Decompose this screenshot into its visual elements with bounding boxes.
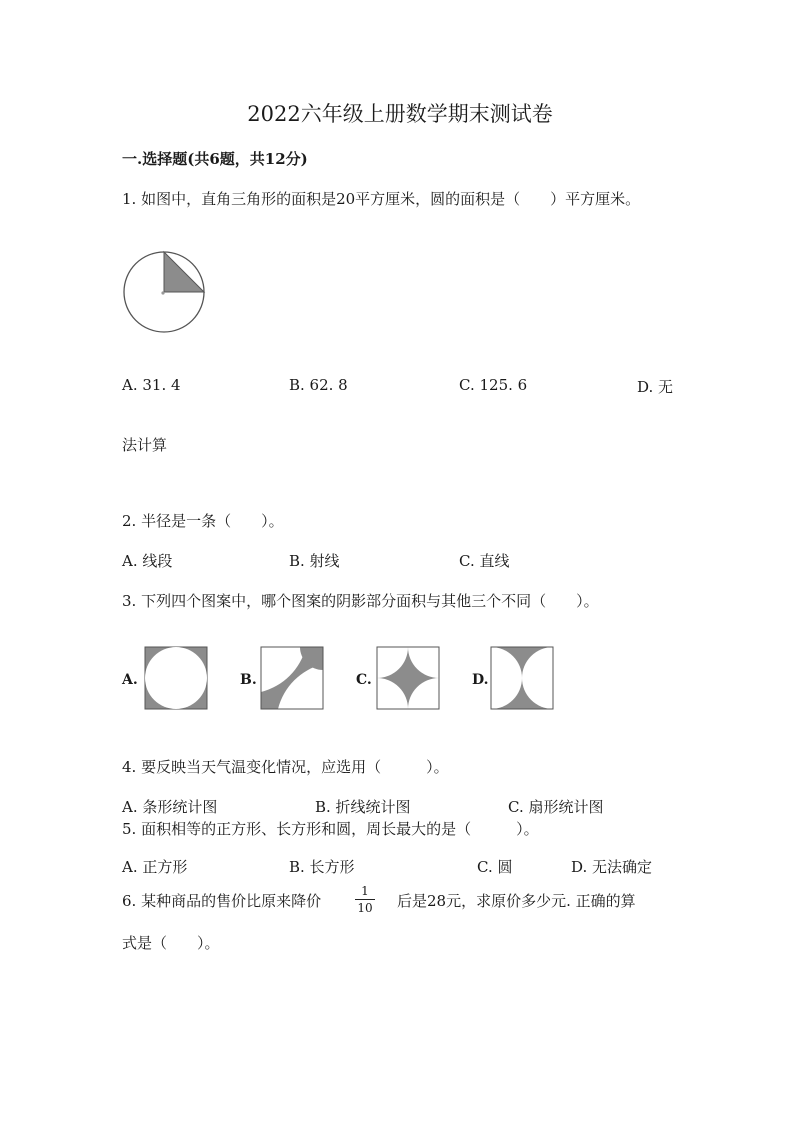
circle-triangle-figure: [118, 244, 214, 340]
q3-figure-c[interactable]: [376, 646, 440, 710]
fraction-denominator: 10: [357, 901, 373, 915]
fraction-bar: [355, 899, 375, 900]
q3-figure-a[interactable]: [144, 646, 208, 710]
q2-option-b[interactable]: B. 射线: [289, 552, 340, 570]
q5-option-b[interactable]: B. 长方形: [289, 858, 355, 876]
q2-option-c[interactable]: C. 直线: [459, 552, 510, 570]
question-6-text-after: 后是28元，求原价多少元. 正确的算: [397, 892, 636, 910]
section-heading: 一.选择题(共6题，共12分): [122, 150, 308, 168]
q3-figure-b[interactable]: [260, 646, 324, 710]
question-6-text-line2: 式是（ ）。: [122, 934, 220, 952]
q3-figure-label-a: A.: [122, 672, 138, 688]
question-2-text: 2. 半径是一条（ ）。: [122, 512, 284, 530]
question-4-text: 4. 要反映当天气温变化情况，应选用（ ）。: [122, 758, 449, 776]
q3-figure-label-c: C.: [356, 672, 372, 688]
q4-option-b[interactable]: B. 折线统计图: [315, 798, 411, 816]
q6-fraction: [355, 884, 375, 915]
q1-option-d[interactable]: D. 无: [637, 378, 674, 396]
q5-option-d[interactable]: D. 无法确定: [571, 858, 653, 876]
q5-option-c[interactable]: C. 圆: [477, 858, 513, 876]
fraction-numerator: 1: [361, 884, 369, 898]
q3-figure-label-d: D.: [472, 672, 489, 688]
page-title: 2022六年级上册数学期末测试卷: [247, 102, 553, 126]
q1-option-a[interactable]: A. 31. 4: [122, 376, 181, 394]
q3-figure-label-b: B.: [240, 672, 257, 688]
q1-option-c[interactable]: C. 125. 6: [459, 376, 528, 394]
q5-option-a[interactable]: A. 正方形: [122, 858, 188, 876]
q1-option-b[interactable]: B. 62. 8: [289, 376, 348, 394]
q2-option-a[interactable]: A. 线段: [122, 552, 173, 570]
question-3-text: 3. 下列四个图案中，哪个图案的阴影部分面积与其他三个不同（ ）。: [122, 592, 599, 610]
q4-option-a[interactable]: A. 条形统计图: [122, 798, 218, 816]
q1-option-d-wrap: 法计算: [122, 436, 168, 454]
q4-option-c[interactable]: C. 扇形统计图: [508, 798, 604, 816]
question-5-text: 5. 面积相等的正方形、长方形和圆，周长最大的是（ ）。: [122, 820, 539, 838]
question-6-text-before: 6. 某种商品的售价比原来降价: [122, 892, 322, 910]
question-1-text: 1. 如图中，直角三角形的面积是20平方厘米，圆的面积是（ ）平方厘米。: [122, 190, 641, 208]
q3-figure-d[interactable]: [490, 646, 554, 710]
